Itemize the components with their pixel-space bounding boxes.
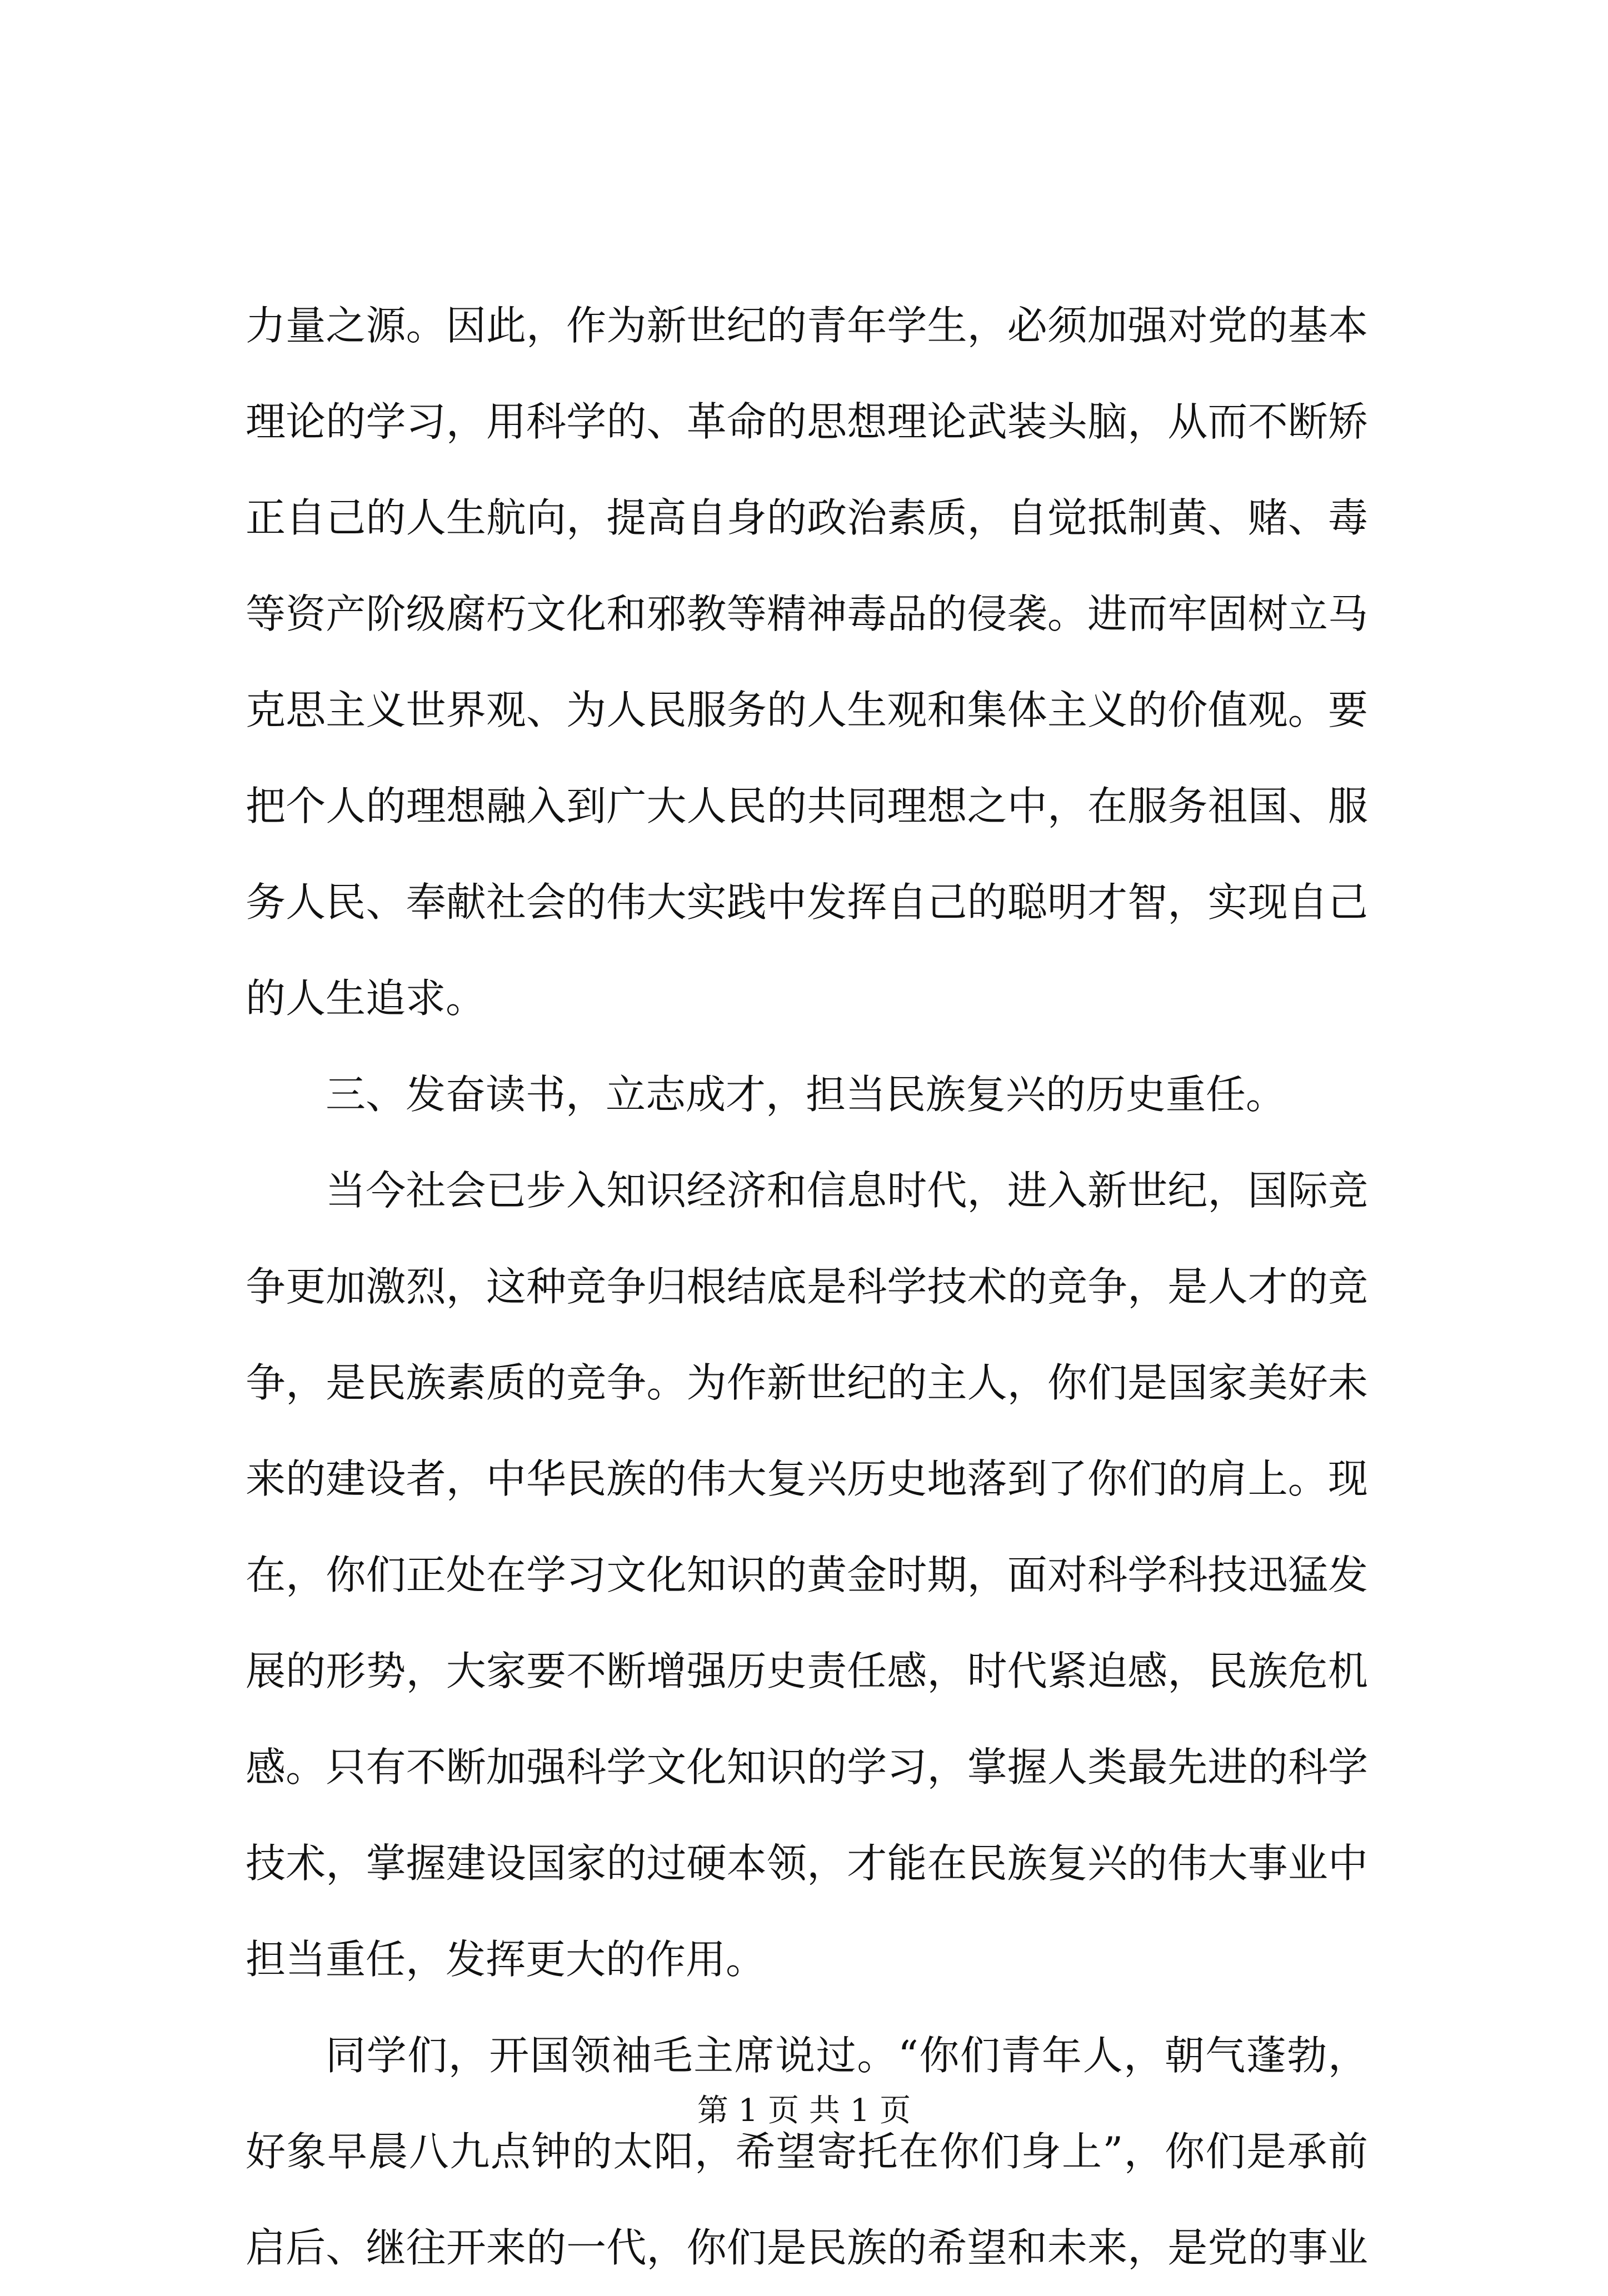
text-line: 技术，掌握建设国家的过硬本领，才能在民族复兴的伟大事业中: [246, 1840, 1368, 1887]
body-text: [246, 278, 1368, 2296]
text-line: 展的形势，大家要不断增强历史责任感，时代紧迫感，民族危机: [246, 1648, 1368, 1694]
text-line: 争更加激烈，这种竞争归根结底是科学技术的竞争，是人才的竞: [246, 1263, 1368, 1310]
page-footer: 第 1 页 共 1 页: [697, 2093, 911, 2129]
text-line: 务人民、奉献社会的伟大实践中发挥自己的聪明才智，实现自己: [246, 879, 1368, 926]
text-line: 正自己的人生航向，提高自身的政治素质，自觉抵制黄、赌、毒: [246, 494, 1368, 541]
text-line: 当今社会已步入知识经济和信息时代，进入新世纪，国际竞: [326, 1167, 1368, 1214]
text-line: 克思主义世界观、为人民服务的人生观和集体主义的价值观。要: [246, 687, 1368, 733]
text-line: 启后、继往开来的一代，你们是民族的希望和未来，是党的事业: [246, 2224, 1368, 2271]
text-line: 担当重任，发挥更大的作用。: [246, 1936, 766, 1983]
text-line: 同学们，开国领袖毛主席说过。“你们青年人，朝气蓬勃，: [326, 2032, 1368, 2079]
text-line: 感。只有不断加强科学文化知识的学习，掌握人类最先进的科学: [246, 1744, 1368, 1790]
text-line: 把个人的理想融入到广大人民的共同理想之中，在服务祖国、服: [246, 783, 1368, 829]
section-heading: 三、发奋读书，立志成才，担当民族复兴的历史重任。: [326, 1071, 1286, 1118]
text-line: 的人生追求。: [246, 975, 486, 1022]
text-line: 来的建设者，中华民族的伟大复兴历史地落到了你们的肩上。现: [246, 1455, 1368, 1502]
text-line: 理论的学习，用科学的、革命的思想理论武装头脑，从而不断矫: [246, 398, 1368, 445]
text-line: 力量之源。因此，作为新世纪的青年学生，必须加强对党的基本: [246, 302, 1368, 349]
text-line: 等资产阶级腐朽文化和邪教等精神毒品的侵袭。进而牢固树立马: [246, 591, 1368, 637]
text-line: 好象早晨八九点钟的太阳，希望寄托在你们身上”，你们是承前: [246, 2128, 1368, 2175]
text-line: 争，是民族素质的竞争。为作新世纪的主人，你们是国家美好未: [246, 1359, 1368, 1406]
text-line: 在，你们正处在学习文化知识的黄金时期，面对科学科技迅猛发: [246, 1552, 1368, 1598]
